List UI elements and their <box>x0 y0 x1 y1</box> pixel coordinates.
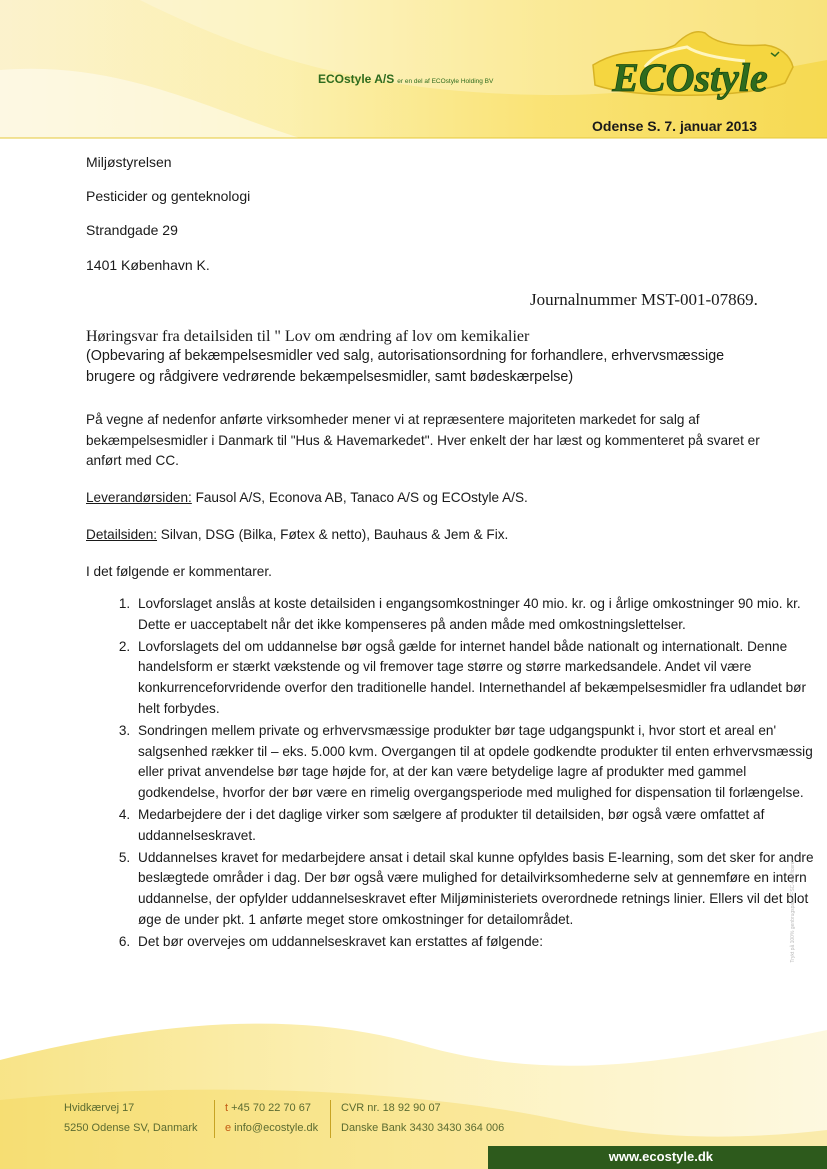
list-item: 4. Medarbejdere der i det daglige virker som sælgere af produkter til detailsiden, bør også være omfattet af uddannelseskravet. <box>134 805 814 847</box>
paper-note: Trykt på 100% genbrugspapir, FSC-certificeret <box>790 860 796 963</box>
footer-bank: Danske Bank 3430 3430 364 006 <box>341 1122 505 1134</box>
recipient-city: 1401 København K. <box>86 257 210 273</box>
letter-date: Odense S. 7. januar 2013 <box>592 118 757 134</box>
footer-cvr: CVR nr. 18 92 90 07 <box>341 1102 441 1114</box>
footer-divider <box>214 1100 215 1138</box>
suppliers-line <box>86 488 762 509</box>
list-item: 6. Det bør overvejes om uddannelseskravet kan erstattes af følgende: <box>134 932 814 953</box>
footer-address-city: 5250 Odense SV, Danmark <box>64 1122 198 1134</box>
website-bar <box>488 1146 827 1169</box>
journal-number: Journalnummer MST-001-07869. <box>530 290 758 309</box>
company-name: ECOstyle A/S <box>318 72 395 86</box>
company-line <box>318 70 493 88</box>
footer-address-street: Hvidkærvej 17 <box>64 1102 135 1114</box>
phone-prefix: t <box>225 1102 229 1114</box>
website-link[interactable]: www.ecostyle.dk <box>608 1149 713 1164</box>
recipient-department: Pesticider og genteknologi <box>86 188 251 204</box>
subject-title: Høringsvar fra detailsiden til " Lov om ændring af lov om kemikalier <box>86 328 530 345</box>
logo-text: ECOstyle <box>612 55 768 100</box>
list-item: 5. Uddannelses kravet for medarbejdere ansat i detail skal kunne opfyldes basis E-learning, som det sker for andre beslægtede områder i dag. Der bør også være mulighed for detailvirksomhederne selv at gennemføre en intern uddannelse, der opfylder uddannelseskravet efter Miljøministeriets overordnede retnings linier. Ellers vil det blot øge de under pkt. 1 anførte meget store omkostninger for detailområdet. <box>134 848 814 931</box>
list-item: 1. Lovforslaget anslås at koste detailsiden i engangsomkostninger 40 mio. kr. og i årlige omkostninger 90 mio. kr. Dette er uacceptabelt når det ikke kompenseres på anden måde med omkostningslettelser. <box>134 594 814 636</box>
list-item: 2. Lovforslagets del om uddannelse bør også gælde for internet handel både nationalt og internationalt. Denne handelsform er stærkt vækstende og vil fremover tage større og større markedsandele. Andet vil være konkurrenceforvridende overfor den traditionelle handel. Internethandel af bekæmpelsesmidler fra udlandet bør helt forbydes. <box>134 637 814 720</box>
ecostyle-logo <box>575 25 805 111</box>
email-address[interactable]: info@ecostyle.dk <box>231 1122 319 1134</box>
retail-text: Silvan, DSG (Bilka, Føtex & netto), Bauhaus & Jem & Fix. <box>157 527 509 542</box>
comments-list <box>86 594 814 954</box>
comments-intro: I det følgende er kommentarer. <box>86 564 272 579</box>
intro-paragraph: På vegne af nedenfor anførte virksomheder mener vi at repræsentere majoriteten markedet for salg af bekæmpelsesmidler i Danmark til "Hus & Havemarkedet". Hver enkelt der har læst og kommenteret på svaret er anført med CC. <box>86 412 760 468</box>
footer-phone <box>225 1102 311 1114</box>
footer-divider <box>330 1100 331 1138</box>
recipient-name: Miljøstyrelsen <box>86 154 172 170</box>
subject-parenthetical: (Opbevaring af bekæmpelsesmidler ved salg, autorisationsordning for forhandlere, erhvervsmæssige brugere og rådgivere vedrørende bekæmpelsesmidler, samt bødeskærpelse) <box>86 348 725 385</box>
retail-label: Detailsiden: <box>86 527 158 542</box>
email-prefix: e <box>225 1122 232 1134</box>
retail-line <box>86 525 762 546</box>
suppliers-text: Fausol A/S, Econova AB, Tanaco A/S og ECOstyle A/S. <box>191 490 528 505</box>
company-subtitle: er en del af ECOstyle Holding BV <box>397 78 494 85</box>
footer-email[interactable] <box>225 1122 318 1134</box>
suppliers-label: Leverandørsiden: <box>86 490 192 505</box>
recipient-street: Strandgade 29 <box>86 222 178 238</box>
list-item: 3. Sondringen mellem private og erhvervsmæssige produkter bør tage udgangspunkt i, hvor stort et areal en' salgsenhed rækker til – eks. 5.000 kvm. Overgangen til at opdele godkendte produkter til enten erhvervsmæssig eller privat anvendelse bør tage højde for, at der kan være betydelige lagre af produkter med gammel godkendelse, hvorfor der bør være en rimelig overgangsperiode med mulighed for dispensation til forlængelse. <box>134 721 814 804</box>
phone-number: +45 70 22 70 67 <box>228 1102 311 1114</box>
